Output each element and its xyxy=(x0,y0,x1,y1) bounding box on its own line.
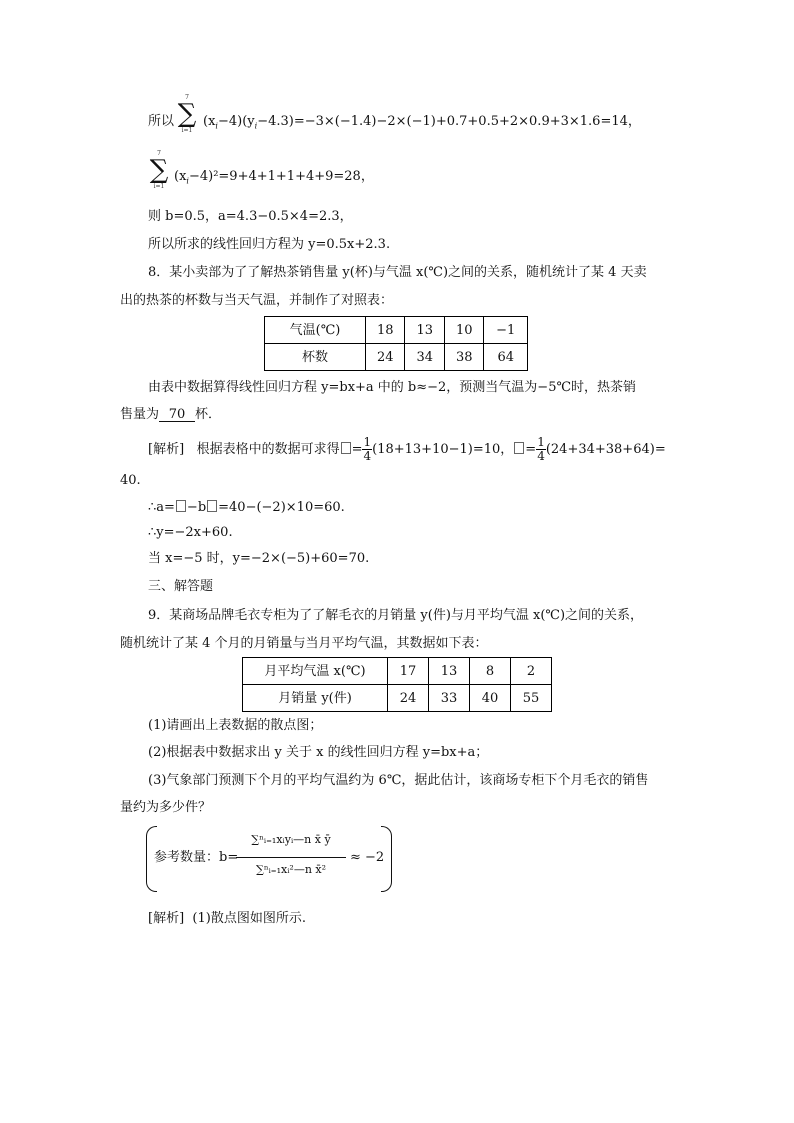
reference-numerator: ∑ⁿᵢ₌₁xᵢyᵢ—n x̄ ȳ xyxy=(251,833,331,846)
sum1-lower: i=1 xyxy=(181,127,193,134)
table-cell: 18 xyxy=(366,317,405,344)
line2-expression: $(x_i-4)^2=9+4+1+1+4+9=28$， xyxy=(174,169,374,186)
table-cell: 17 xyxy=(388,658,429,685)
sum2-lower: i=1 xyxy=(153,183,165,190)
table-cell: −1 xyxy=(484,317,528,344)
sol9-line: [解析] (1)散点图如图所示. xyxy=(148,911,306,926)
table-cell: 10 xyxy=(444,317,483,344)
solution-label: [解析] xyxy=(148,442,185,457)
q9-sub3a: (3)气象部门预测下个月的平均气温约为 6℃，据此估计，该商场专柜下个月毛衣的销售 xyxy=(148,773,649,788)
line1-expression: $(x_i-4)(y_i-4.3)=-3\times(-1.4)-2\times(-1)+0.7+0.5+2\times 0.9+3\times 1.6=14$， xyxy=(203,114,641,131)
table-cell: 34 xyxy=(405,344,444,371)
table-cell: 38 xyxy=(444,344,483,371)
sigma-icon: ∑ xyxy=(177,99,197,129)
x-bar-icon xyxy=(341,442,351,454)
y-bar-icon xyxy=(514,442,524,454)
q8-line4: 售量为 70 杯． xyxy=(120,407,222,422)
reference-approx: ≈ −2 xyxy=(350,850,385,865)
table-cell: 55 xyxy=(511,685,552,712)
table-cell: 40 xyxy=(470,685,511,712)
fraction: $\frac{1}{4}$ xyxy=(537,435,545,463)
sol8-line4: ∴y=−2x+60. xyxy=(148,525,233,540)
table-cell: 24 xyxy=(366,344,405,371)
sol8-line2: 40. xyxy=(120,473,141,488)
table-row xyxy=(265,344,528,371)
table-cell: 64 xyxy=(484,344,528,371)
q9-line2: 随机统计了某 4 个月的月销量与当月平均气温，其数据如下表： xyxy=(120,636,488,651)
q8-table xyxy=(264,316,528,371)
table-row xyxy=(265,317,528,344)
table-cell: 2 xyxy=(511,658,552,685)
q9-sub2: (2)根据表中数据求出 y 关于 x 的线性回归方程 y=bx+a； xyxy=(148,745,489,760)
solution-label: [解析] xyxy=(148,911,185,926)
q9-table xyxy=(242,657,552,712)
fraction: $\frac{1}{4}$ xyxy=(363,435,372,463)
q9-sub3b: 量约为多少件？ xyxy=(120,800,212,815)
y-bar-icon xyxy=(176,500,186,512)
table-row xyxy=(243,658,552,685)
sum1-upper: 7 xyxy=(185,94,189,101)
table-cell: 13 xyxy=(405,317,444,344)
table-cell: 月平均气温 x(℃) xyxy=(243,658,388,685)
q9-sub1: (1)请画出上表数据的散点图； xyxy=(148,718,323,733)
sum1-sigma xyxy=(176,94,198,134)
table-cell: 24 xyxy=(388,685,429,712)
q9-line1: 9．某商场品牌毛衣专柜为了了解毛衣的月销量 y(件)与月平均气温 x(℃)之间的关系， xyxy=(148,608,644,623)
sol8-line1: [解析] 根据表格中的数据可求得 = $\frac{1}{4}$ (18+13+10−1)=10， = $\frac{1}{4}$ (24+34+38+64)= xyxy=(148,435,666,463)
sigma-icon: ∑ xyxy=(149,155,169,185)
table-cell: 杯数 xyxy=(265,344,366,371)
line3-text: 则 b=0.5，a=4.3−0.5×4=2.3， xyxy=(148,209,353,224)
table-cell: 8 xyxy=(470,658,511,685)
line4-text: 所以所求的线性回归方程为 y=0.5x+2.3. xyxy=(148,237,391,252)
q8-line2: 出的热茶的杯数与当天气温，并制作了对照表： xyxy=(120,293,394,308)
q8-line1: 8．某小卖部为了了解热茶销售量 y(杯)与气温 x(℃)之间的关系，随机统计了某 4 天卖 xyxy=(148,265,647,280)
table-cell: 33 xyxy=(429,685,470,712)
q8-answer: 70 xyxy=(159,408,195,422)
sum2-sigma xyxy=(148,150,170,190)
table-cell: 月销量 y(件) xyxy=(243,685,388,712)
sol8-line3: ∴a= −b =40−(−2)×10=60. xyxy=(148,500,345,515)
x-bar-icon xyxy=(207,500,217,512)
table-row xyxy=(243,685,552,712)
section-heading: 三、解答题 xyxy=(148,579,214,594)
q8-line3: 由表中数据算得线性回归方程 y=bx+a 中的 b≈−2，预测当气温为−5℃时，热茶销 xyxy=(148,380,637,395)
reference-formula xyxy=(146,826,392,892)
reference-denominator: ∑ⁿᵢ₌₁xᵢ²—n x̄² xyxy=(255,863,327,876)
sum2-upper: 7 xyxy=(157,150,161,157)
table-cell: 13 xyxy=(429,658,470,685)
table-cell: 气温(℃) xyxy=(265,317,366,344)
line1-prefix: 所以 xyxy=(148,114,175,129)
fraction-bar xyxy=(236,857,346,858)
sol8-line5: 当 x=−5 时，y=−2×(−5)+60=70. xyxy=(148,551,370,566)
reference-label: 参考数量：b= xyxy=(154,850,239,865)
